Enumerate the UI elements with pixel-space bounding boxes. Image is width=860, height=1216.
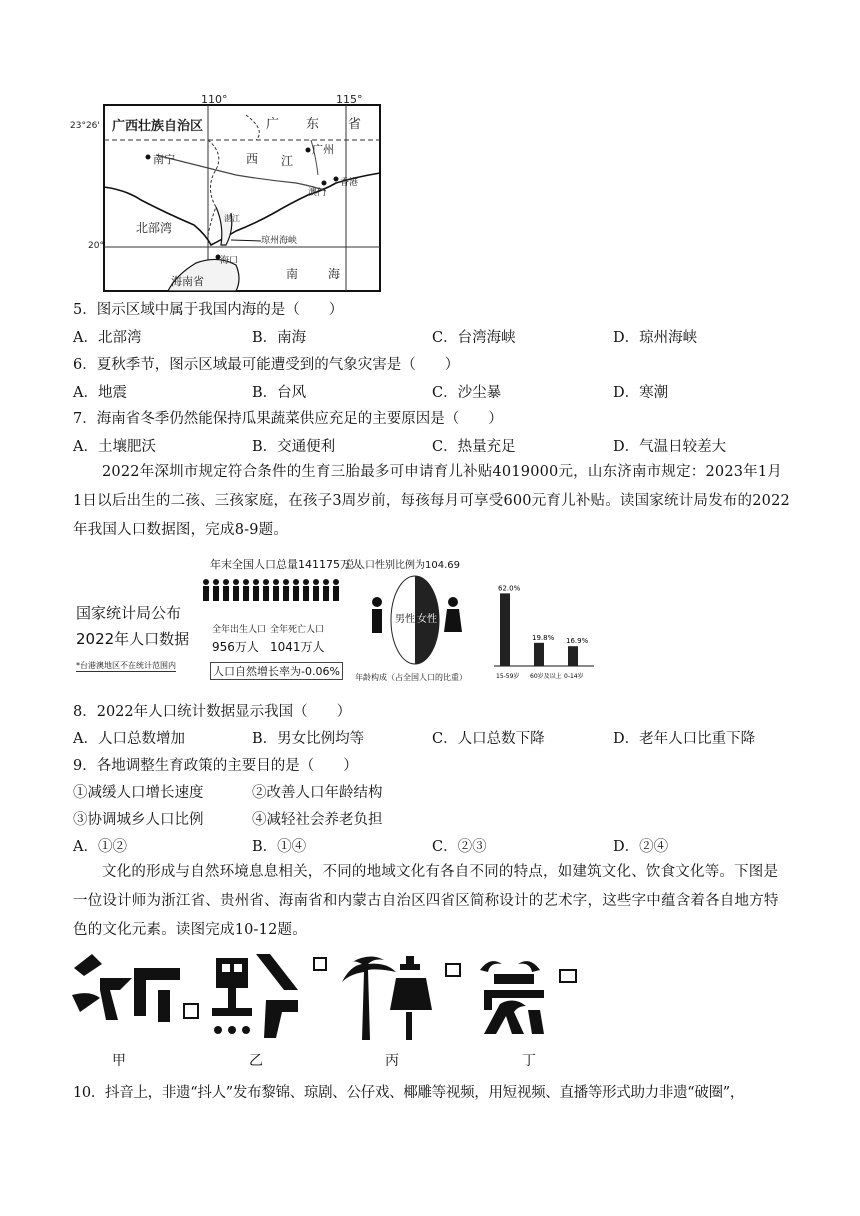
q9-option-b[interactable]: B．①④ [252,839,307,855]
question-8-stem: 8．2022年人口统计数据显示我国（ ） [73,704,352,720]
label-haikou: 海口 [220,256,239,266]
person-icon [323,579,329,601]
births-label: 全年出生人口 [212,625,267,635]
person-icon [303,579,309,601]
question-6-stem: 6．夏秋季节，图示区域最可能遭受到的气象灾害是（ ） [73,357,460,373]
label-macau: 澳门 [308,188,327,198]
label-jiang: 江 [281,154,294,168]
pop-subnote: *台港澳地区不在统计范围内 [76,661,176,670]
deaths-label: 全年死亡人口 [270,625,325,635]
question-7-stem: 7．海南省冬季仍然能保持瓜果蔬菜供应充足的主要原因是（ ） [73,411,503,427]
question-9-stem: 9．各地调整生育政策的主要目的是（ ） [73,758,358,774]
person-icon [233,579,239,601]
art-label-yi: 乙 [249,1053,263,1069]
q8-option-a[interactable]: A．人口总数增加 [73,731,185,747]
person-icon [203,579,209,601]
sex-ratio: 总人口性别比例为104.69 [345,560,460,571]
passage-8-9: 2022年深圳市规定符合条件的生育三胎最多可申请育儿补贴4019000元，山东济南市规定：2023年1月1日以后出生的二孩、三孩家庭，在孩子3周岁前，每孩每月可享受600元育儿补贴。读国家统计局发布的2022年我国人口数据图，完成8-9题。 [73,464,790,538]
person-icon [253,579,259,601]
question-10-stem: 10．抖音上，非遗“抖人”发布黎锦、琼剧、公仔戏、椰雕等视频，用短视频、直播等形式助力非遗“破圈”， [73,1085,745,1101]
age-bar [568,646,578,666]
q8-option-c[interactable]: C．人口总数下降 [432,731,545,747]
q7-option-d[interactable]: D．气温日较差大 [613,439,727,455]
pop-title-line2: 2022年人口数据 [76,630,190,648]
q5-option-c[interactable]: C．台湾海峡 [432,330,516,346]
deaths-value: 1041万人 [270,640,325,654]
age-bar-category-label: 60岁及以上 [530,673,562,680]
q9-item-3: ③协调城乡人口比例 [73,812,204,828]
age-bar-chart-svg [490,572,600,687]
population-figure [70,552,600,687]
person-icon [223,579,229,601]
lat-20: 20° [88,241,104,251]
q7-option-b[interactable]: B．交通便利 [252,439,336,455]
label-nanning: 南宁 [153,153,175,166]
art-label-jia: 甲 [112,1053,126,1069]
art-label-ding: 丁 [522,1053,536,1069]
age-bar-value-label: 16.9% [566,637,589,646]
births-value: 956万人 [212,640,259,654]
q5-option-a[interactable]: A．北部湾 [73,330,142,346]
label-guang: 广 [266,117,280,132]
zhe-art-character [72,954,198,1022]
person-icon [243,579,249,601]
age-bar [534,643,544,666]
person-icon [273,579,279,601]
age-structure-caption: 年龄构成（占全国人口的比重） [355,673,467,682]
q6-option-c[interactable]: C．沙尘暴 [432,385,502,401]
q8-option-b[interactable]: B．男女比例均等 [252,731,365,747]
lon-110: 110° [201,93,228,106]
art-characters-graphic [70,950,600,1050]
label-xi: 西 [246,152,259,166]
meng-art-character [480,961,576,1034]
qian-art-character [212,954,326,1038]
pop-total: 年末全国人口总量141175万人 [210,558,362,571]
person-icon [293,579,299,601]
q6-option-d[interactable]: D．寒潮 [613,385,669,401]
age-bar-value-label: 19.8% [532,633,555,642]
age-bar-category-label: 15-59岁 [496,673,520,680]
q7-option-c[interactable]: C．热量充足 [432,439,516,455]
q5-option-d[interactable]: D．琼州海峡 [613,330,698,346]
label-hainan: 海南省 [171,275,204,288]
label-nan: 南 [286,267,299,281]
passage-10-12: 文化的形成与自然环境息息相关，不同的地域文化有各自不同的特点，如建筑文化、饮食文化等。下图是一位设计师为浙江省、贵州省、海南省和内蒙古自治区四省区简称设计的艺术字，这些字中蕴含着各自地方特色的文化元素。读图完成10-12题。 [73,864,779,938]
question-5-stem: 5．图示区域中属于我国内海的是（ ） [73,302,344,318]
sex-ratio-graphic [365,572,465,668]
label-qiongzhou-strait: 琼州海峡 [261,236,298,246]
q9-option-a[interactable]: A．①② [73,839,127,855]
age-bar [500,593,510,666]
q6-option-a[interactable]: A．地震 [73,385,127,401]
q9-option-d[interactable]: D．②④ [613,839,669,855]
q9-item-1: ①减缓人口增长速度 [73,785,204,801]
q9-item-4: ④减轻社会养老负担 [252,812,383,828]
sex-ratio-pie [365,572,465,668]
age-structure-chart [490,572,600,687]
label-beibu-gulf: 北部湾 [136,221,173,235]
q9-item-2: ②改善人口年龄结构 [252,785,383,801]
region-map [70,93,386,295]
q7-option-a[interactable]: A．土壤肥沃 [73,439,156,455]
q6-option-b[interactable]: B．台风 [252,385,307,401]
age-bar-category-label: 0-14岁 [564,673,584,680]
q8-option-d[interactable]: D．老年人口比重下降 [613,731,756,747]
lon-115: 115° [336,93,363,106]
person-icon [283,579,289,601]
male-label: 男性 [395,614,415,625]
label-sheng: 省 [348,117,362,132]
label-hongkong: 香港 [340,178,359,188]
label-hai: 海 [328,267,341,281]
art-label-bing: 丙 [385,1053,399,1069]
person-icon [313,579,319,601]
lat-23: 23°26' [70,121,100,131]
person-icon [333,579,339,601]
q5-option-b[interactable]: B．南海 [252,330,307,346]
art-characters-figure [70,950,600,1075]
person-icon [263,579,269,601]
q9-option-c[interactable]: C．②③ [432,839,487,855]
label-guangxi: 广西壮族自治区 [112,119,204,134]
pop-title-line1: 国家统计局公布 [76,604,182,622]
age-bar-value-label: 62.0% [498,584,521,593]
qiong-art-character [342,956,460,1040]
label-zhanjiang: 湛江 [224,214,240,223]
people-icon-row [202,578,342,602]
label-dong: 东 [306,117,320,132]
person-icon [213,579,219,601]
population-people-icons [202,578,342,602]
natural-growth-rate: 人口自然增长率为-0.06% [210,662,343,680]
female-label: 女性 [417,614,437,625]
label-guangzhou: 广州 [312,143,334,156]
